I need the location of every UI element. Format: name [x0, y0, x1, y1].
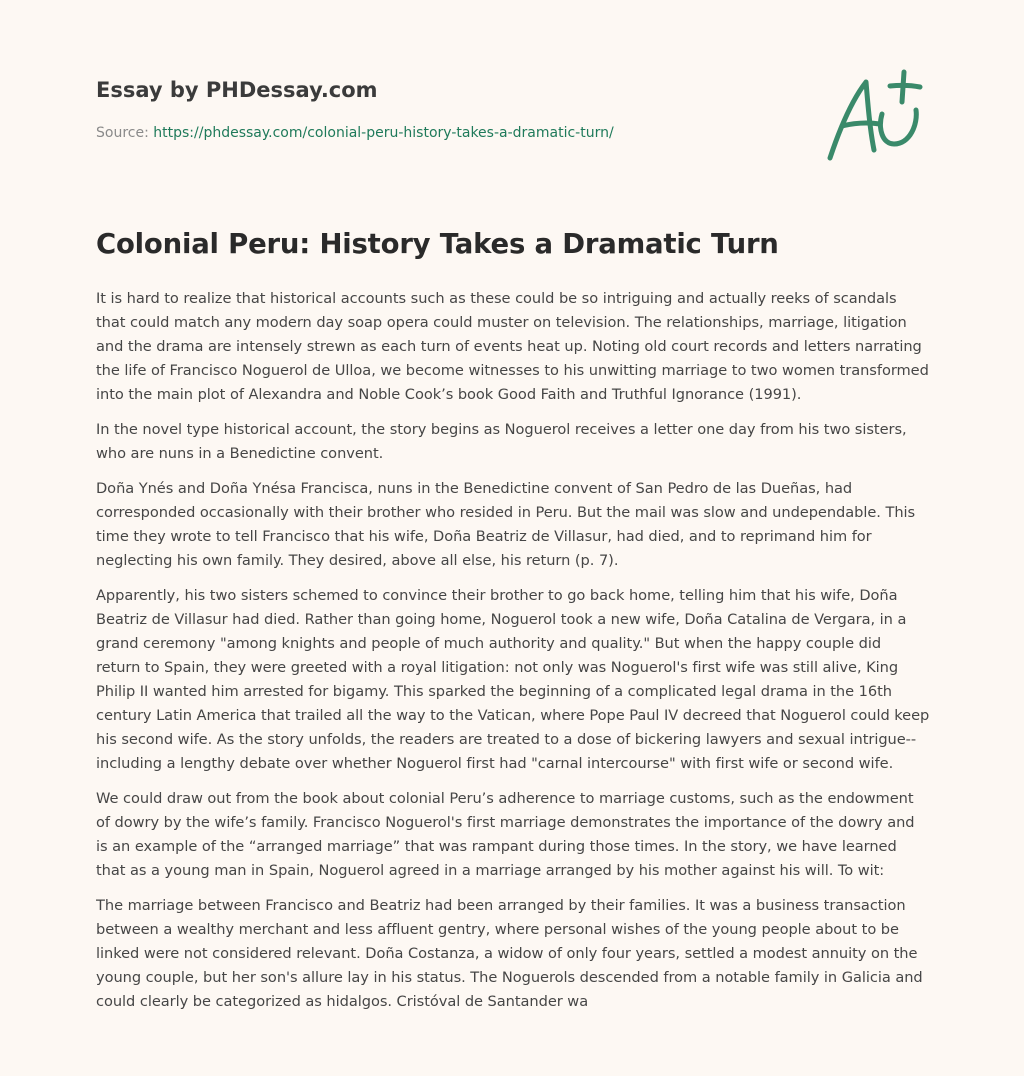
article-body	[96, 287, 930, 1063]
paragraph: We could draw out from the book about colonial Peru’s adherence to marriage customs, such as the endowment of dowry by the wife’s family. Francisco Noguerol's first marriage demonstrates the importance of the dowry and is an example of the “arranged marriage” that was rampant during those times. In the story, we have learned that as a young man in Spain, Noguerol agreed in a marriage arranged by his mother against his will. To wit:	[96, 790, 915, 879]
paragraph: The marriage between Francisco and Beatriz had been arranged by their families. It was a business transaction between a wealthy merchant and less affluent gentry, where personal wishes of the young people about to be linked were not considered relevant. Doña Costanza, a widow of only four years, settled a modest annuity on the young couple, but her son's allure lay in his status. The Noguerols descended from a notable family in Galicia and could clearly be categorized as hidalgos. Cristóval de Santander wa	[96, 897, 923, 1010]
paragraph: Apparently, his two sisters schemed to convince their brother to go back home, telling him that his wife, Doña Beatriz de Villasur had died. Rather than going home, Noguerol took a new wife, Doña Catalina de Vergara, in a grand ceremony "among knights and people of much authority and quality." But when the happy couple did return to Spain, they were greeted with a royal litigation: not only was Noguerol's first wife was still alive, King Philip II wanted him arrested for bigamy. This sparked the beginning of a complicated legal drama in the 16th century Latin America that trailed all the way to the Vatican, where Pope Paul IV decreed that Noguerol could keep his second wife. As the story unfolds, the readers are treated to a dose of bickering lawyers and sexual intrigue--including a lengthy debate over whether Noguerol first had "carnal intercourse" with first wife or second wife.	[96, 587, 930, 772]
source-link[interactable]: https://phdessay.com/colonial-peru-history-takes-a-dramatic-turn/	[153, 125, 614, 141]
a-plus-grade-icon	[822, 66, 930, 166]
article-title: Colonial Peru: History Takes a Dramatic Turn	[96, 228, 779, 260]
paragraph: It is hard to realize that historical accounts such as these could be so intriguing and actually reeks of scandals that could match any modern day soap opera could muster on television. The relationships, marriage, litigation and the drama are intensely strewn as each turn of events heat up. Noting old court records and letters narrating the life of Francisco Noguerol de Ulloa, we become witnesses to his unwitting marriage to two women transformed into the main plot of Alexandra and Noble Cook’s book Good Faith and Truthful Ignorance (1991).	[96, 290, 929, 403]
source-label: Source:	[96, 125, 154, 141]
paragraph: In the novel type historical account, the story begins as Noguerol receives a letter one day from his two sisters, who are nuns in a Benedictine convent.	[96, 421, 907, 462]
source-line	[96, 123, 696, 143]
site-brand: Essay by PHDessay.com	[96, 78, 378, 102]
essay-header	[96, 76, 696, 143]
paragraph: Doña Ynés and Doña Ynésa Francisca, nuns in the Benedictine convent of San Pedro de las Dueñas, had corresponded occasionally with their brother who resided in Peru. But the mail was slow and undependable. This time they wrote to tell Francisco that his wife, Doña Beatriz de Villasur, had died, and to reprimand him for neglecting his own family. They desired, above all else, his return (p. 7).	[96, 480, 916, 569]
